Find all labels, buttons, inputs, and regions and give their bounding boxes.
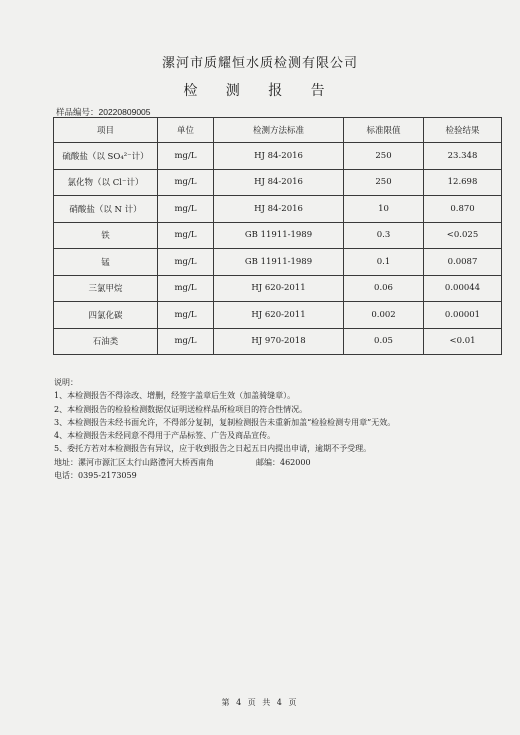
cell-method: HJ 620-2011 [214,302,344,329]
report-title: 检 测 报 告 [183,83,337,99]
note-line: 2、本检测报告的检验检测数据仅证明送检样品所检项目的符合性情况。 [54,404,308,414]
cell-unit: mg/L [158,249,214,276]
cell-limit: 0.002 [344,302,424,329]
cell-limit: 250 [344,169,424,196]
postcode-label: 邮编： [256,457,280,467]
cell-limit: 10 [344,196,424,223]
cell-item: 铁 [54,222,158,249]
table-header-row [54,118,502,143]
table-row [54,143,502,170]
cell-unit: mg/L [158,302,214,329]
cell-limit: 250 [344,143,424,170]
note-line: 4、本检测报告未经同意不得用于产品标签、广告及商品宣传。 [54,431,276,441]
table-row [54,222,502,249]
cell-limit: 0.05 [344,328,424,355]
results-table [53,117,502,355]
header-limit: 标准限值 [344,118,424,143]
cell-result: 0.00044 [424,275,502,302]
cell-item: 四氯化碳 [54,302,158,329]
cell-method: HJ 84-2016 [214,169,344,196]
cell-unit: mg/L [158,196,214,223]
note-line: 1、本检测报告不得涂改、增删，经签字盖章后生效（加盖骑缝章）。 [54,391,296,401]
address-label: 地址： [54,457,78,467]
cell-unit: mg/L [158,328,214,355]
cell-item: 硝酸盐（以 N 计） [54,196,158,223]
cell-result: <0.025 [424,222,502,249]
cell-result: 23.348 [424,143,502,170]
cell-method: HJ 84-2016 [214,196,344,223]
cell-item: 硫酸盐（以 SO₄²⁻计） [54,143,158,170]
postcode-value: 462000 [280,457,311,467]
cell-method: HJ 970-2018 [214,328,344,355]
note-line: 5、委托方若对本检测报告有异议，应于收到报告之日起五日内提出申请，逾期不予受理。 [54,444,372,454]
cell-limit: 0.1 [344,249,424,276]
cell-unit: mg/L [158,222,214,249]
cell-item: 锰 [54,249,158,276]
address-line [54,456,504,469]
header-method: 检测方法标准 [214,118,344,143]
cell-item: 三氯甲烷 [54,275,158,302]
table-row [54,196,502,223]
header-unit: 单位 [158,118,214,143]
header-item: 项目 [54,118,158,143]
notes-heading: 说明： [54,378,78,387]
cell-item: 石油类 [54,328,158,355]
cell-limit: 0.06 [344,275,424,302]
phone-value: 0395-2173059 [78,471,137,481]
table-row [54,302,502,329]
header-result: 检验结果 [424,118,502,143]
table-row [54,275,502,302]
cell-result: 0.870 [424,196,502,223]
phone-line [54,469,504,482]
table-row [54,328,502,355]
phone-label: 电话： [54,471,78,481]
cell-result: 0.0087 [424,249,502,276]
cell-method: GB 11911-1989 [214,249,344,276]
page-number: 第 4 页 共 4 页 [221,698,299,707]
company-name: 漯河市质耀恒水质检测有限公司 [161,56,358,71]
cell-unit: mg/L [158,143,214,170]
cell-unit: mg/L [158,169,214,196]
cell-item: 氯化物（以 Cl⁻计） [54,169,158,196]
address-value: 漯河市源汇区太行山路澧河大桥西南角 [78,457,214,467]
cell-result: 0.00001 [424,302,502,329]
table-row [54,169,502,196]
cell-method: GB 11911-1989 [214,222,344,249]
cell-unit: mg/L [158,275,214,302]
notes-section [54,376,504,482]
note-line: 3、本检测报告未经书面允许，不得部分复制，复制检测报告未重新加盖“检验检测专用章”无效。 [54,417,396,427]
cell-result: 12.698 [424,169,502,196]
sample-number: 样品编号：20220809005 [56,107,151,117]
cell-limit: 0.3 [344,222,424,249]
table-row [54,249,502,276]
cell-result: <0.01 [424,328,502,355]
cell-method: HJ 84-2016 [214,143,344,170]
cell-method: HJ 620-2011 [214,275,344,302]
